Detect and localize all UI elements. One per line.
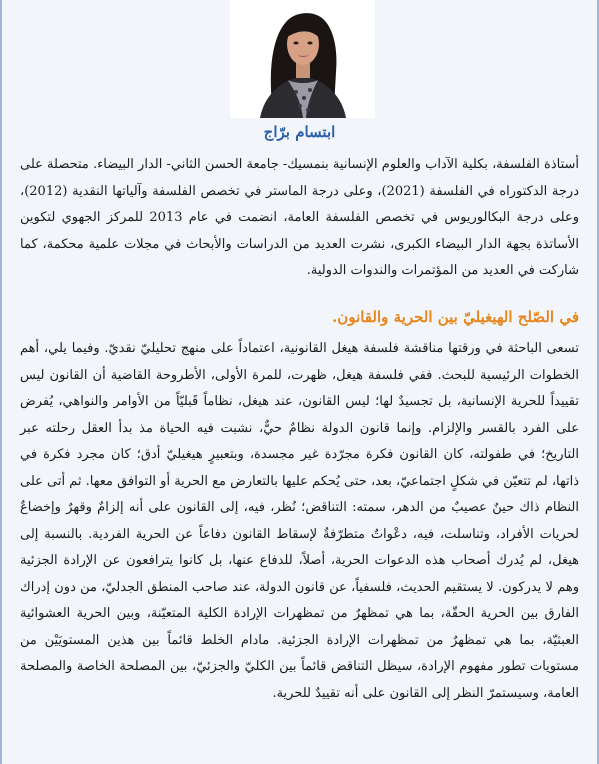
article-body <box>20 336 579 707</box>
author-photo <box>230 0 375 118</box>
author-bio: أستاذة الفلسفة، بكلية الآداب والعلوم الإنسانية بنمسيك- جامعة الحسن الثاني- الدار البيضاء. متحصلة على درجة الدكتوراه في الفلسفة (2021)، وعلى درجة الماستر في تخصص الفلسفة وآلياتها النقدية (2012)، وعلى درجة البكالوريوس في تخصص الفلسفة العامة، انضمت في عام 2013 للمركز الجهوي لتكوين الأساتذة بجهة الدار البيضاء الكبرى، نشرت العديد من الدراسات والأبحاث في مجلات علمية محكمة، كما شاركت في العديد من المؤتمرات والندوات الدولية. <box>20 157 579 278</box>
article-title: في الصّلح الهيغيليّ بين الحرية والقانون. <box>332 308 579 326</box>
author-portrait-icon <box>230 0 375 118</box>
article-paragraph: تسعى الباحثة في ورقتها مناقشة فلسفة هيغل القانونية، اعتماداً على منهج تحليليّ نقديّ. وفيما يلي، أهم الخطوات الرئيسية للبحث. ففي فلسفة هيغل، ظهرت، للمرة الأولى، الأطروحة القاضية أن القانون ليس تقييداً للحرية الإنسانية، بل تجسيدٌ لها؛ ليس القانون، عند هيغل، نظاماً قَبليّاً من الأوامر والنواهي، يُفرض على الفرد بالقسر والإلزام. وإنما قانون الدولة نظامٌ حيٌّ، نشبت فيه الحياة مذ بدأ العقل رحلته عبر التاريخ؛ في طفولته، كان القانون فكرة مجرّدة غير مجسدة، وبتعبيرٍ هيغيليّ أدق؛ كان مجرد فكرة في ذاتها، لم تتعيّن في شكلٍ اجتماعيّ، بعد، حتى يُحكم عليها بالتعارض مع الحرية أو التوافق معها. ثم أتى على النظام ذاك حينٌ عصيبٌ من الدهر، سمته: التناقض؛ نُظر، فيه، إلى القانون على أنه إلزامٌ وقهرٌ وإخضاعٌ لحريات الأفراد، وتناسلت، فيه، دعْواتٌ متطرّفةٌ لإسقاط القانون دفاعاً عن الحرية الفردية. بالنسبة إلى هيغل، لم يُدرك أصحاب هذه الدعوات الحرية، أصلاً، للدفاع عنها، بل كانوا يترافعون عن الإرادة الجزئية وهم لا يدركون. لا يستقيم الحديث، فلسفياً، عن قانون الدولة، عند صاحب المنطق الجدليّ، من دون إدراك الفارق بين الحرية الحقّة، بما هي تمظهرٌ من تمظهرات الإرادة الكلية المتعيّنة، وبين الحرية العشوائية العبثيّة، بما هي تمظهرٌ من تمظهرات الإرادة الجزئية. مادام الخلط قائماً بين هذين المستويَيْن من مستويات تطور مفهوم الإرادة، سيظل التناقض قائماً بين الكليّ والجزئيّ، بين المصلحة الخاصة والمصلحة العامة، وسيستمرّ النظر إلى القانون على أنه تقييدٌ للحرية. <box>20 341 580 701</box>
author-name: ابتسام برّاج <box>263 123 336 141</box>
